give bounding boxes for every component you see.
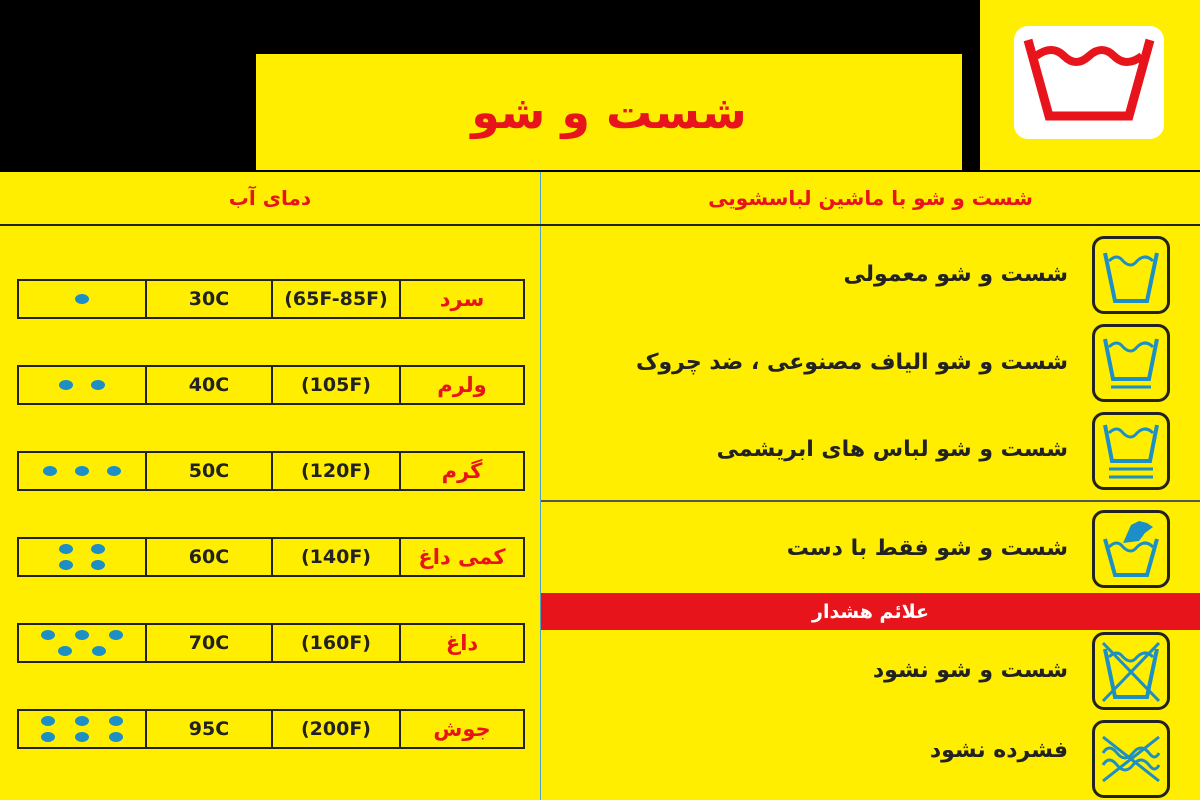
dot-icon	[91, 544, 105, 554]
temp-dots	[19, 281, 147, 317]
temp-dots	[19, 625, 147, 661]
temp-row	[17, 709, 525, 749]
dot-icon	[75, 630, 89, 640]
temp-row	[17, 279, 525, 319]
hand-wash-label: شست و شو فقط با دست	[786, 536, 1068, 561]
do-not-wring-label: فشرده نشود	[929, 738, 1068, 763]
temp-name: جوش	[433, 717, 491, 741]
fahrenheit-cell: (140F)	[273, 539, 401, 575]
dot-icon	[92, 646, 106, 656]
dot-icon	[91, 560, 105, 570]
dot-icon	[58, 646, 72, 656]
temp-name: ولرم	[437, 373, 487, 397]
fahrenheit-cell: (105F)	[273, 367, 401, 403]
wash-synthetic-icon	[1092, 324, 1170, 402]
temp-dots	[19, 711, 147, 747]
dot-icon	[59, 544, 73, 554]
title-banner	[256, 54, 962, 170]
temp-row	[17, 537, 525, 577]
wash-tub-icon	[1092, 236, 1170, 314]
wash-symbol-icon	[1014, 26, 1164, 139]
machine-wash-header: شست و شو با ماشین لباسشویی	[708, 186, 1033, 210]
temp-dots	[19, 367, 147, 403]
dot-icon	[91, 380, 105, 390]
dot-icon	[75, 294, 89, 304]
dot-icon	[109, 630, 123, 640]
wash-normal-label: شست و شو معمولی	[843, 262, 1068, 287]
temp-dots	[19, 539, 147, 575]
fahrenheit-cell: (160F)	[273, 625, 401, 661]
temp-name: داغ	[445, 631, 479, 655]
temp-name: سرد	[439, 287, 485, 311]
dot-icon	[43, 466, 57, 476]
care-table	[0, 172, 1200, 800]
section-divider	[541, 500, 1200, 502]
dot-icon	[41, 732, 55, 742]
temp-dots	[19, 453, 147, 489]
dot-icon	[107, 466, 121, 476]
hand-wash-icon	[1092, 510, 1170, 588]
header-icon-panel	[980, 0, 1200, 170]
wash-delicate-icon	[1092, 412, 1170, 490]
column-divider	[540, 172, 541, 800]
temp-row	[17, 365, 525, 405]
dot-icon	[75, 732, 89, 742]
celsius-cell: 70C	[147, 625, 273, 661]
do-not-wash-label: شست و شو نشود	[872, 658, 1068, 683]
fahrenheit-cell: (65F-85F)	[273, 281, 401, 317]
dot-icon	[75, 716, 89, 726]
celsius-cell: 60C	[147, 539, 273, 575]
fahrenheit-cell: (120F)	[273, 453, 401, 489]
warning-banner: علائم هشدار	[541, 593, 1200, 630]
do-not-wash-icon	[1092, 632, 1170, 710]
wash-delicate-label: شست و شو لباس های ابریشمی	[716, 437, 1068, 462]
temp-row	[17, 623, 525, 663]
dot-icon	[59, 380, 73, 390]
celsius-cell: 30C	[147, 281, 273, 317]
celsius-cell: 95C	[147, 711, 273, 747]
water-temp-header: دمای آب	[228, 186, 312, 210]
temp-name: کمی داغ	[418, 545, 506, 569]
dot-icon	[75, 466, 89, 476]
do-not-wring-icon	[1092, 720, 1170, 798]
temp-name: گرم	[441, 459, 483, 483]
temp-row	[17, 451, 525, 491]
wash-synthetic-label: شست و شو الیاف مصنوعی ، ضد چروک	[635, 350, 1068, 375]
dot-icon	[59, 560, 73, 570]
dot-icon	[109, 732, 123, 742]
header-divider	[0, 224, 1200, 226]
dot-icon	[41, 716, 55, 726]
dot-icon	[41, 630, 55, 640]
page-title: شست و شو	[471, 85, 747, 139]
fahrenheit-cell: (200F)	[273, 711, 401, 747]
dot-icon	[109, 716, 123, 726]
celsius-cell: 40C	[147, 367, 273, 403]
celsius-cell: 50C	[147, 453, 273, 489]
